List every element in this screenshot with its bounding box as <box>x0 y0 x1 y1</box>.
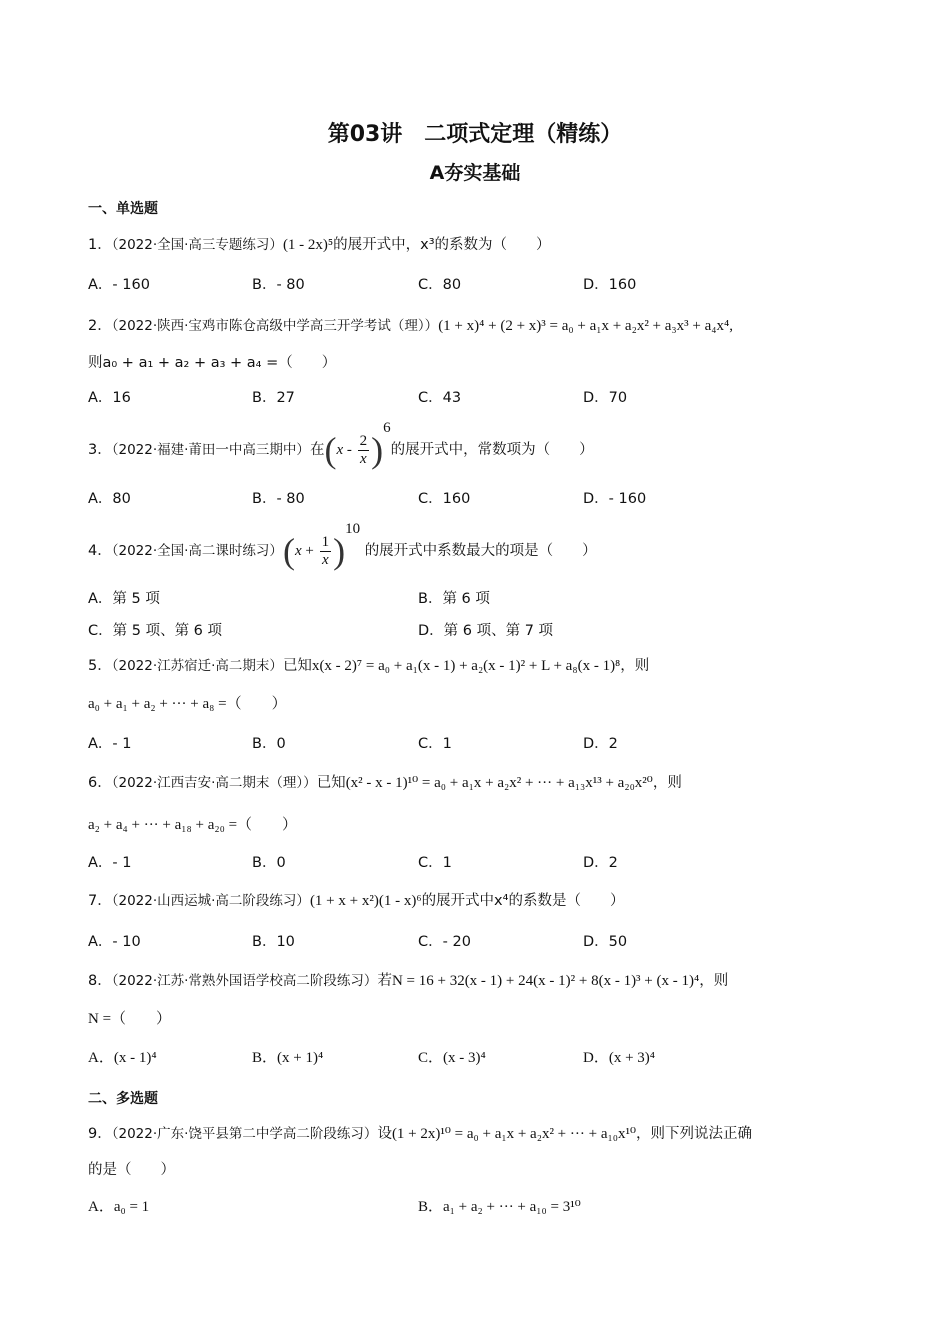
option-b[interactable]: B．(x + 1)⁴ <box>252 1050 324 1066</box>
option-a[interactable]: A．16 <box>88 390 131 406</box>
math-fraction: $\frac{1}{x}$ <box>321 533 330 568</box>
question-text: 的展开式中，x³的系数为（ ） <box>333 237 551 253</box>
page-subtitle: A夯实基础 <box>429 162 521 184</box>
question-number: 7． <box>88 893 112 909</box>
option-b[interactable]: B．a₁ + a₂ + ··· + a₁₀ = 3¹⁰ <box>418 1199 581 1215</box>
question-source: （2022·江苏·常熟外国语学校高二阶段练习） <box>111 973 378 989</box>
question-source: （2022·福建·莆田一中高三期中） <box>111 442 310 458</box>
question-4 <box>88 521 597 572</box>
math-expression: x(x - 2)⁷ = a₀ + a₁(x - 1) + a₂(x - 1)² + L + a₈(x - 1)⁸ <box>311 658 621 674</box>
question-text: 的展开式中x⁴的系数是（ ） <box>421 893 625 909</box>
option-a[interactable]: A．- 1 <box>88 855 132 871</box>
option-d[interactable]: D．(x + 3)⁴ <box>583 1050 656 1066</box>
math-fraction: $\frac{2}{x}$ <box>359 432 368 467</box>
question-number: 3． <box>88 442 112 458</box>
question-8 <box>88 969 728 990</box>
question-9-line-2: 的是（ ） <box>88 1162 175 1178</box>
question-5 <box>88 654 649 675</box>
left-paren-icon: ( <box>282 531 295 571</box>
math-expression: (1 + x)⁴ + (2 + x)³ = a₀ + a₁x + a₂x² + a₃x³ + a₄x⁴, <box>438 318 733 334</box>
option-d[interactable]: D．2 <box>583 855 618 871</box>
question-prefix: 若 <box>377 973 392 989</box>
section-heading-single-choice: 一、单选题 <box>88 201 158 217</box>
option-a[interactable]: A．80 <box>88 491 131 507</box>
option-c[interactable]: C．1 <box>418 736 452 752</box>
question-2-line-2: 则a₀ + a₁ + a₂ + a₃ + a₄ =（ ） <box>88 355 337 371</box>
option-c[interactable]: C．43 <box>418 390 462 406</box>
question-source: （2022·江西吉安·高二期末（理）） <box>111 775 317 791</box>
option-c[interactable]: C．第 5 项、第 6 项 <box>88 623 223 639</box>
option-c[interactable]: C．1 <box>418 855 452 871</box>
question-suffix: ，则 <box>699 973 729 989</box>
option-a[interactable]: A．(x - 1)⁴ <box>88 1050 157 1066</box>
option-b[interactable]: B．27 <box>252 390 295 406</box>
option-c[interactable]: C．160 <box>418 491 471 507</box>
math-op: + <box>301 543 318 559</box>
option-d[interactable]: D．第 6 项、第 7 项 <box>418 623 554 639</box>
right-paren-icon: ) <box>371 430 384 470</box>
question-5-line-2: a₀ + a₁ + a₂ + ··· + a₈ =（ ） <box>88 696 287 712</box>
page-title: 第03讲 二项式定理（精练） <box>327 122 623 147</box>
question-number: 6． <box>88 775 112 791</box>
question-6 <box>88 771 682 792</box>
math-expression: (1 + x + x²)(1 - x)⁶ <box>309 893 422 909</box>
question-8-line-2: N =（ ） <box>88 1011 172 1027</box>
question-source: （2022·陕西·宝鸡市陈仓高级中学高三开学考试（理）） <box>111 318 439 334</box>
option-c[interactable]: C．80 <box>418 277 462 293</box>
question-source: （2022·全国·高二课时练习） <box>111 543 283 559</box>
math-exponent: 10 <box>345 521 361 537</box>
section-heading-multiple-choice: 二、多选题 <box>88 1091 158 1107</box>
math-expression: N = 16 + 32(x - 1) + 24(x - 1)² + 8(x - 1)³ + (x - 1)⁴ <box>391 973 700 989</box>
option-b[interactable]: B．0 <box>252 855 286 871</box>
question-3 <box>88 420 594 471</box>
option-b[interactable]: B．- 80 <box>252 277 305 293</box>
option-d[interactable]: D．50 <box>583 934 628 950</box>
math-var: x <box>294 543 302 559</box>
option-b[interactable]: B．0 <box>252 736 286 752</box>
option-b[interactable]: B．第 6 项 <box>418 591 490 607</box>
option-d[interactable]: D．- 160 <box>583 491 647 507</box>
question-source: （2022·全国·高三专题练习） <box>111 237 283 253</box>
question-number: 4． <box>88 543 112 559</box>
option-b[interactable]: B．10 <box>252 934 295 950</box>
question-suffix: ，则 <box>620 658 650 674</box>
question-suffix: ，则 <box>652 775 682 791</box>
question-9 <box>88 1122 752 1143</box>
option-a[interactable]: A．- 160 <box>88 277 150 293</box>
option-d[interactable]: D．70 <box>583 390 628 406</box>
option-a[interactable]: A．- 10 <box>88 934 141 950</box>
math-expression: (1 - 2x)⁵ <box>282 237 334 253</box>
math-expression: (1 + 2x)¹⁰ = a₀ + a₁x + a₂x² + ··· + a₁₀x¹⁰ <box>391 1126 636 1142</box>
question-text: 的展开式中，常数项为（ ） <box>390 442 594 458</box>
question-text: 的展开式中系数最大的项是（ ） <box>364 543 597 559</box>
option-a[interactable]: A．- 1 <box>88 736 132 752</box>
left-paren-icon: ( <box>324 430 337 470</box>
math-var: x <box>336 442 344 458</box>
option-a[interactable]: A．a₀ = 1 <box>88 1199 150 1215</box>
option-d[interactable]: D．2 <box>583 736 618 752</box>
question-1 <box>88 233 551 254</box>
question-number: 5． <box>88 658 112 674</box>
question-6-line-2: a₂ + a₄ + ··· + a₁₈ + a₂₀ =（ ） <box>88 817 298 833</box>
question-source: （2022·山西运城·高二阶段练习） <box>111 893 310 909</box>
question-number: 2． <box>88 318 112 334</box>
option-d[interactable]: D．160 <box>583 277 637 293</box>
option-a[interactable]: A．第 5 项 <box>88 591 160 607</box>
right-paren-icon: ) <box>333 531 346 571</box>
question-suffix: ，则下列说法正确 <box>635 1126 752 1142</box>
math-exponent: 6 <box>383 420 391 436</box>
option-c[interactable]: C．(x - 3)⁴ <box>418 1050 486 1066</box>
question-prefix: 已知 <box>316 775 346 791</box>
question-2 <box>88 314 733 335</box>
question-prefix: 已知 <box>282 658 312 674</box>
math-expression: (x² - x - 1)¹⁰ = a₀ + a₁x + a₂x² + ··· + a₁₃x¹³ + a₂₀x²⁰ <box>345 775 653 791</box>
question-number: 1． <box>88 237 112 253</box>
question-source: （2022·江苏宿迁·高二期末） <box>111 658 283 674</box>
question-prefix: 在 <box>309 442 325 458</box>
question-source: （2022·广东·饶平县第二中学高二阶段练习） <box>111 1126 378 1142</box>
question-number: 9． <box>88 1126 112 1142</box>
math-op: - <box>343 442 356 458</box>
option-b[interactable]: B．- 80 <box>252 491 305 507</box>
question-number: 8． <box>88 973 112 989</box>
question-7 <box>88 889 624 910</box>
question-prefix: 设 <box>377 1126 392 1142</box>
option-c[interactable]: C．- 20 <box>418 934 471 950</box>
